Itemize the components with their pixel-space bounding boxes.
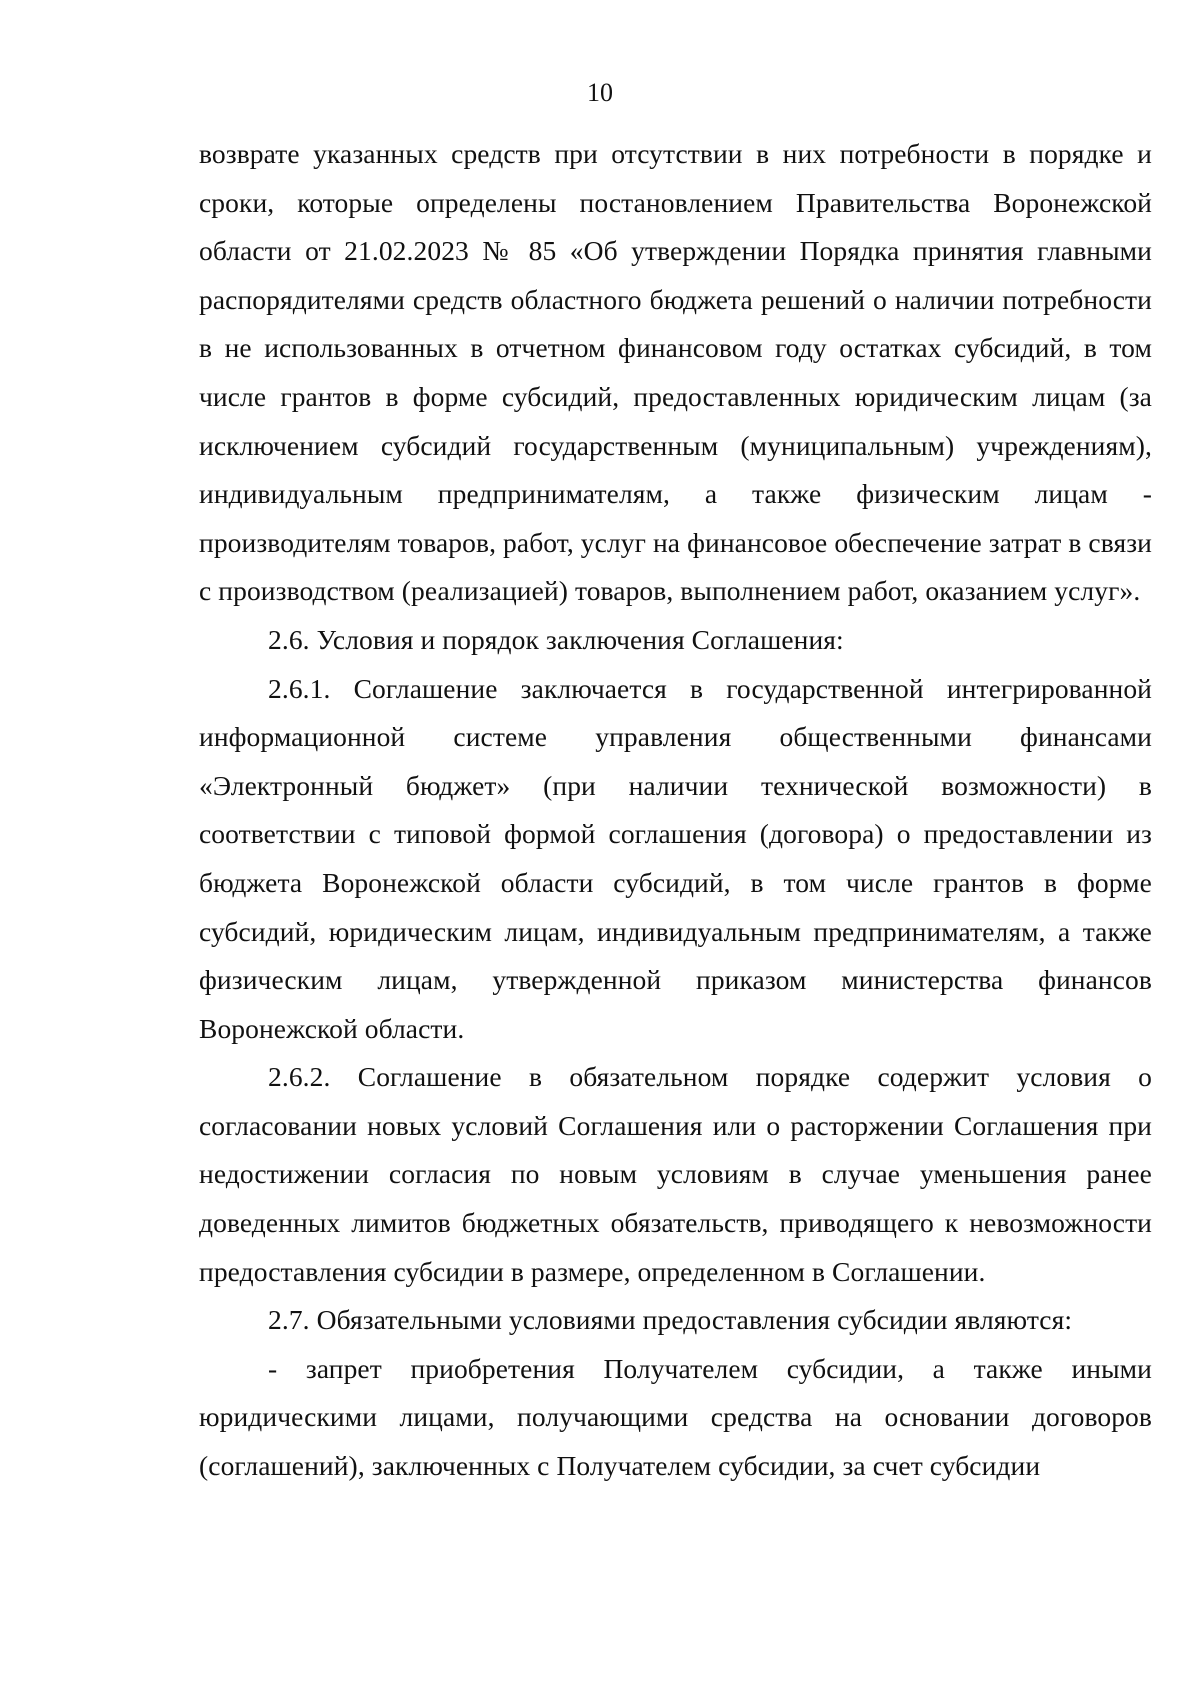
document-body	[199, 130, 1152, 1491]
paragraph-2-6-heading: 2.6. Условия и порядок заключения Соглашения:	[268, 623, 844, 655]
page-number: 10	[587, 78, 613, 107]
paragraph-2-7-heading: 2.7. Обязательными условиями предоставления субсидии являются:	[268, 1304, 1073, 1336]
paragraph-2-6-2: 2.6.2. Соглашение в обязательном порядке содержит условия о согласовании новых условий Соглашения или о расторжении Соглашения при недостижении согласия по новым условиям в случае уменьшения ранее доведенных лимитов бюджетных обязательств, приводящего к невозможности предоставления субсидии в размере, определенном в Соглашении.	[199, 1061, 1152, 1287]
paragraph-2-6-1: 2.6.1. Соглашение заключается в государственной интегрированной информационной системе управления общественными финансами «Электронный бюджет» (при наличии технической возможности) в соответствии с типовой формой соглашения (договора) о предоставлении из бюджета Воронежской области субсидий, в том числе грантов в форме субсидий, юридическим лицам, индивидуальным предпринимателям, а также физическим лицам, утвержденной приказом министерства финансов Воронежской области.	[199, 672, 1152, 1044]
paragraph-continuation-return-of-funds: возврате указанных средств при отсутствии в них потребности в порядке и сроки, которые определены постановлением Правительства Воронежской области от 21.02.2023 № 85 «Об утверждении Порядка принятия главными распорядителями средств областного бюджета решений о наличии потребности в не использованных в отчетном финансовом году остатках субсидий, в том числе грантов в форме субсидий, предоставленных юридическим лицам (за исключением субсидий государственным (муниципальным) учреждениям), индивидуальным предпринимателям, а также физическим лицам - производителям товаров, работ, услуг на финансовое обеспечение затрат в связи с производством (реализацией) товаров, выполнением работ, оказанием услуг».	[199, 138, 1152, 607]
paragraph-2-7-item-1: - запрет приобретения Получателем субсидии, а также иными юридическими лицами, получающими средства на основании договоров (соглашений), заключенных с Получателем субсидии, за счет субсидии	[199, 1352, 1152, 1482]
